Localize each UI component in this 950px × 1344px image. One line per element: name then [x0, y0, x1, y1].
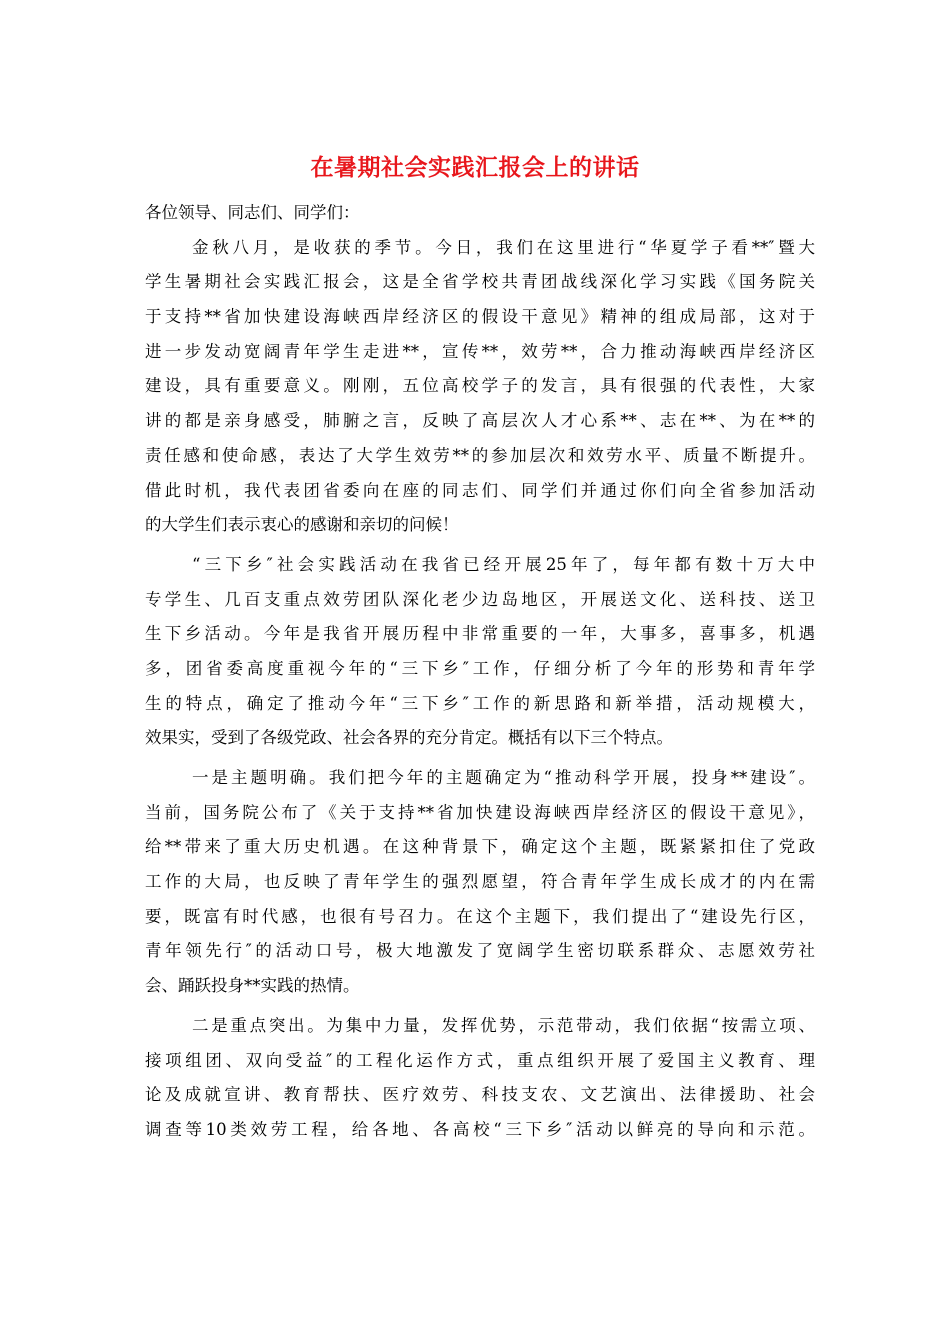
- document-body: [145, 196, 815, 1148]
- text-line: 青年领先行″的活动口号，极大地激发了宽阔学生密切联系群众、志愿效劳社: [145, 941, 815, 961]
- text-line: 讲的都是亲身感受，肺腑之言，反映了高层次人才心系**、志在**、为在**的: [145, 411, 815, 431]
- text-line: 责任感和使命感，表达了大学生效劳**的参加层次和效劳水平、质量不断提升。: [145, 445, 815, 465]
- text-line: 二是重点突出。为集中力量，发挥优势，示范带动，我们依据“按需立项、: [192, 1015, 815, 1035]
- paragraph-2: [145, 548, 815, 756]
- text-line: 金秋八月，是收获的季节。今日，我们在这里进行“华夏学子看**″暨大: [192, 237, 815, 257]
- text-line: 的大学生们表示衷心的感谢和亲切的问候！: [145, 515, 459, 535]
- paragraph-1: [145, 231, 815, 543]
- text-line: 论及成就宣讲、教育帮扶、医疗效劳、科技支农、文艺演出、法律援助、社会: [145, 1085, 815, 1105]
- text-line: 多，团省委高度重视今年的“三下乡″工作，仔细分析了今年的形势和青年学: [145, 658, 815, 678]
- paragraph-4: [145, 1009, 815, 1148]
- text-line: 生的特点，确定了推动今年“三下乡″工作的新思路和新举措，活动规模大，: [145, 693, 815, 713]
- text-line: 建设，具有重要意义。刚刚，五位高校学子的发言，具有很强的代表性，大家: [145, 376, 815, 396]
- text-line: 效果实，受到了各级党政、社会各界的充分肯定。概括有以下三个特点。: [145, 728, 673, 748]
- text-line: 给**带来了重大历史机遇。在这种背景下，确定这个主题，既紧紧扣住了党政: [145, 837, 815, 857]
- text-line: 专学生、几百支重点效劳团队深化老少边岛地区，开展送文化、送科技、送卫: [145, 589, 815, 609]
- text-line: 当前，国务院公布了《关于支持**省加快建设海峡西岸经济区的假设干意见》，: [145, 802, 815, 822]
- text-line: 生下乡活动。今年是我省开展历程中非常重要的一年，大事多，喜事多，机遇: [145, 624, 815, 644]
- paragraph-3: [145, 761, 815, 1004]
- text-line: 要，既富有时代感，也很有号召力。在这个主题下，我们提出了“建设先行区，: [145, 906, 815, 926]
- text-line: 会、踊跃投身**实践的热情。: [145, 976, 360, 996]
- text-line: 接项组团、双向受益″的工程化运作方式，重点组织开展了爱国主义教育、理: [145, 1050, 815, 1070]
- text-line: “三下乡″社会实践活动在我省已经开展25年了，每年都有数十万大中: [192, 554, 815, 574]
- text-line: 借此时机，我代表团省委向在座的同志们、同学们并通过你们向全省参加活动: [145, 480, 815, 500]
- text-line: 一是主题明确。我们把今年的主题确定为“推动科学开展，投身**建设″。: [192, 768, 815, 787]
- text-line: 进一步发动宽阔青年学生走进**，宣传**，效劳**，合力推动海峡西岸经济区: [145, 341, 815, 361]
- text-line: 学生暑期社会实践汇报会，这是全省学校共青团战线深化学习实践《国务院关: [145, 272, 815, 292]
- text-line: 于支持**省加快建设海峡西岸经济区的假设干意见》精神的组成局部，这对于: [145, 307, 815, 327]
- text-line: 调查等10类效劳工程，给各地、各高校“三下乡″活动以鲜亮的导向和示范。: [145, 1119, 815, 1139]
- text-line: 工作的大局，也反映了青年学生的强烈愿望，符合青年学生成长成才的内在需: [145, 872, 815, 892]
- document-title: 在暑期社会实践汇报会上的讲话: [310, 154, 640, 181]
- greeting-line: 各位领导、同志们、同学们：: [145, 203, 360, 222]
